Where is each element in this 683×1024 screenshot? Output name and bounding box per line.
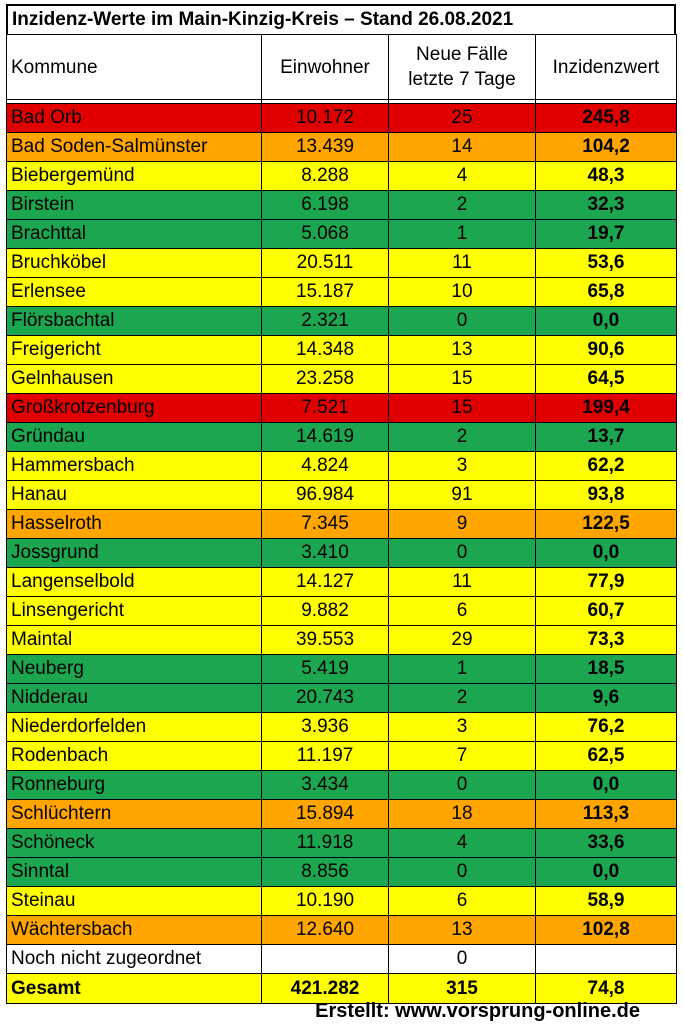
inzidenz-cell: 74,8 xyxy=(536,974,677,1004)
table-row xyxy=(7,394,677,423)
kommune-cell: Jossgrund xyxy=(7,539,262,568)
inzidenz-cell: 113,3 xyxy=(536,800,677,829)
kommune-cell: Bruchköbel xyxy=(7,249,262,278)
kommune-cell: Gelnhausen xyxy=(7,365,262,394)
faelle-cell: 0 xyxy=(389,858,536,887)
table-row xyxy=(7,278,677,307)
kommune-cell: Flörsbachtal xyxy=(7,307,262,336)
kommune-cell: Hammersbach xyxy=(7,452,262,481)
inzidenz-cell: 65,8 xyxy=(536,278,677,307)
faelle-cell: 3 xyxy=(389,452,536,481)
inzidenz-cell: 102,8 xyxy=(536,916,677,945)
einwohner-cell: 20.743 xyxy=(262,684,389,713)
faelle-cell: 91 xyxy=(389,481,536,510)
table-row xyxy=(7,829,677,858)
einwohner-cell: 23.258 xyxy=(262,365,389,394)
inzidenz-cell: 73,3 xyxy=(536,626,677,655)
kommune-cell: Nidderau xyxy=(7,684,262,713)
einwohner-cell: 5.419 xyxy=(262,655,389,684)
inzidenz-cell: 76,2 xyxy=(536,713,677,742)
faelle-cell: 3 xyxy=(389,713,536,742)
table-row xyxy=(7,655,677,684)
table-row xyxy=(7,133,677,162)
table-row xyxy=(7,626,677,655)
einwohner-cell: 96.984 xyxy=(262,481,389,510)
table-row xyxy=(7,945,677,974)
faelle-cell: 14 xyxy=(389,133,536,162)
table-row xyxy=(7,742,677,771)
kommune-cell: Hasselroth xyxy=(7,510,262,539)
einwohner-cell: 6.198 xyxy=(262,191,389,220)
kommune-cell: Ronneburg xyxy=(7,771,262,800)
faelle-cell: 10 xyxy=(389,278,536,307)
einwohner-cell: 3.434 xyxy=(262,771,389,800)
inzidenz-cell: 33,6 xyxy=(536,829,677,858)
kommune-cell: Brachttal xyxy=(7,220,262,249)
inzidenz-cell: 77,9 xyxy=(536,568,677,597)
faelle-cell: 2 xyxy=(389,191,536,220)
faelle-cell: 15 xyxy=(389,394,536,423)
kommune-cell: Erlensee xyxy=(7,278,262,307)
incidence-sheet xyxy=(6,4,676,1022)
table-row xyxy=(7,916,677,945)
kommune-cell: Maintal xyxy=(7,626,262,655)
faelle-cell: 13 xyxy=(389,916,536,945)
kommune-cell: Großkrotzenburg xyxy=(7,394,262,423)
faelle-cell: 15 xyxy=(389,365,536,394)
table-row xyxy=(7,510,677,539)
faelle-cell: 9 xyxy=(389,510,536,539)
inzidenz-cell: 53,6 xyxy=(536,249,677,278)
einwohner-cell: 14.127 xyxy=(262,568,389,597)
table-row xyxy=(7,568,677,597)
header-kommune: Kommune xyxy=(7,35,262,100)
einwohner-cell: 5.068 xyxy=(262,220,389,249)
einwohner-cell: 8.856 xyxy=(262,858,389,887)
table-row xyxy=(7,452,677,481)
inzidenz-cell: 122,5 xyxy=(536,510,677,539)
table-row xyxy=(7,220,677,249)
einwohner-cell: 9.882 xyxy=(262,597,389,626)
faelle-cell: 4 xyxy=(389,829,536,858)
kommune-cell: Niederdorfelden xyxy=(7,713,262,742)
table-row xyxy=(7,423,677,452)
faelle-cell: 315 xyxy=(389,974,536,1004)
faelle-cell: 29 xyxy=(389,626,536,655)
kommune-cell: Bad Soden-Salmünster xyxy=(7,133,262,162)
inzidenz-cell: 0,0 xyxy=(536,307,677,336)
faelle-cell: 18 xyxy=(389,800,536,829)
einwohner-cell xyxy=(262,945,389,974)
einwohner-cell: 4.824 xyxy=(262,452,389,481)
inzidenz-cell: 60,7 xyxy=(536,597,677,626)
inzidenz-cell: 0,0 xyxy=(536,539,677,568)
inzidenz-cell: 19,7 xyxy=(536,220,677,249)
inzidenz-cell: 62,5 xyxy=(536,742,677,771)
footer-credit: Erstellt: www.vorsprung-online.de xyxy=(315,1000,640,1022)
table-row xyxy=(7,771,677,800)
kommune-cell: Schlüchtern xyxy=(7,800,262,829)
table-row xyxy=(7,539,677,568)
inzidenz-cell: 62,2 xyxy=(536,452,677,481)
faelle-cell: 25 xyxy=(389,104,536,133)
table-row xyxy=(7,249,677,278)
inzidenz-cell: 199,4 xyxy=(536,394,677,423)
kommune-cell: Noch nicht zugeordnet xyxy=(7,945,262,974)
table-row xyxy=(7,365,677,394)
header-faelle-line1: Neue Fälle xyxy=(416,44,508,65)
inzidenz-cell: 58,9 xyxy=(536,887,677,916)
header-einwohner: Einwohner xyxy=(262,35,389,100)
table-row xyxy=(7,336,677,365)
einwohner-cell: 14.348 xyxy=(262,336,389,365)
table-row xyxy=(7,104,677,133)
table-row xyxy=(7,684,677,713)
kommune-cell: Gründau xyxy=(7,423,262,452)
inzidenz-cell xyxy=(536,945,677,974)
kommune-cell: Sinntal xyxy=(7,858,262,887)
header-row xyxy=(7,35,677,100)
inzidenz-cell: 13,7 xyxy=(536,423,677,452)
incidence-table xyxy=(6,34,677,1004)
einwohner-cell: 15.187 xyxy=(262,278,389,307)
inzidenz-cell: 64,5 xyxy=(536,365,677,394)
inzidenz-cell: 245,8 xyxy=(536,104,677,133)
sheet-title: Inzidenz-Werte im Main-Kinzig-Kreis – Stand 26.08.2021 xyxy=(6,4,676,34)
kommune-cell: Freigericht xyxy=(7,336,262,365)
inzidenz-cell: 32,3 xyxy=(536,191,677,220)
faelle-cell: 1 xyxy=(389,655,536,684)
table-row xyxy=(7,713,677,742)
kommune-cell: Wächtersbach xyxy=(7,916,262,945)
faelle-cell: 7 xyxy=(389,742,536,771)
faelle-cell: 0 xyxy=(389,945,536,974)
table-row xyxy=(7,597,677,626)
total-row xyxy=(7,974,677,1004)
faelle-cell: 6 xyxy=(389,597,536,626)
faelle-cell: 11 xyxy=(389,249,536,278)
header-faelle xyxy=(389,35,536,100)
einwohner-cell: 7.345 xyxy=(262,510,389,539)
header-faelle-line2: letzte 7 Tage xyxy=(408,69,516,90)
einwohner-cell: 39.553 xyxy=(262,626,389,655)
inzidenz-cell: 0,0 xyxy=(536,771,677,800)
kommune-cell: Steinau xyxy=(7,887,262,916)
table-row xyxy=(7,887,677,916)
faelle-cell: 2 xyxy=(389,684,536,713)
kommune-cell: Neuberg xyxy=(7,655,262,684)
inzidenz-cell: 90,6 xyxy=(536,336,677,365)
kommune-cell: Linsengericht xyxy=(7,597,262,626)
faelle-cell: 4 xyxy=(389,162,536,191)
table-row xyxy=(7,481,677,510)
einwohner-cell: 2.321 xyxy=(262,307,389,336)
faelle-cell: 0 xyxy=(389,771,536,800)
faelle-cell: 1 xyxy=(389,220,536,249)
einwohner-cell: 3.410 xyxy=(262,539,389,568)
inzidenz-cell: 48,3 xyxy=(536,162,677,191)
table-row xyxy=(7,858,677,887)
faelle-cell: 2 xyxy=(389,423,536,452)
einwohner-cell: 13.439 xyxy=(262,133,389,162)
kommune-cell: Birstein xyxy=(7,191,262,220)
einwohner-cell: 20.511 xyxy=(262,249,389,278)
faelle-cell: 0 xyxy=(389,307,536,336)
faelle-cell: 6 xyxy=(389,887,536,916)
einwohner-cell: 12.640 xyxy=(262,916,389,945)
kommune-cell: Biebergemünd xyxy=(7,162,262,191)
table-row xyxy=(7,307,677,336)
kommune-cell: Langenselbold xyxy=(7,568,262,597)
faelle-cell: 11 xyxy=(389,568,536,597)
einwohner-cell: 421.282 xyxy=(262,974,389,1004)
einwohner-cell: 10.172 xyxy=(262,104,389,133)
inzidenz-cell: 18,5 xyxy=(536,655,677,684)
table-row xyxy=(7,800,677,829)
inzidenz-cell: 9,6 xyxy=(536,684,677,713)
kommune-cell: Schöneck xyxy=(7,829,262,858)
inzidenz-cell: 104,2 xyxy=(536,133,677,162)
einwohner-cell: 3.936 xyxy=(262,713,389,742)
table-row xyxy=(7,162,677,191)
table-row xyxy=(7,191,677,220)
inzidenz-cell: 0,0 xyxy=(536,858,677,887)
einwohner-cell: 8.288 xyxy=(262,162,389,191)
kommune-cell: Bad Orb xyxy=(7,104,262,133)
einwohner-cell: 15.894 xyxy=(262,800,389,829)
header-inzidenz: Inzidenzwert xyxy=(536,35,677,100)
kommune-cell: Rodenbach xyxy=(7,742,262,771)
inzidenz-cell: 93,8 xyxy=(536,481,677,510)
einwohner-cell: 7.521 xyxy=(262,394,389,423)
faelle-cell: 13 xyxy=(389,336,536,365)
kommune-cell: Gesamt xyxy=(7,974,262,1004)
einwohner-cell: 14.619 xyxy=(262,423,389,452)
faelle-cell: 0 xyxy=(389,539,536,568)
einwohner-cell: 11.918 xyxy=(262,829,389,858)
einwohner-cell: 10.190 xyxy=(262,887,389,916)
einwohner-cell: 11.197 xyxy=(262,742,389,771)
kommune-cell: Hanau xyxy=(7,481,262,510)
